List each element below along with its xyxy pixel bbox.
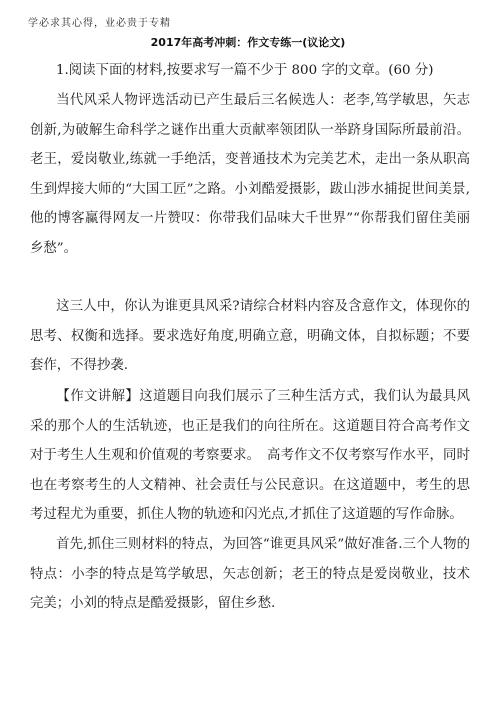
- header-motto: 学必求其心得，业必贵于专精: [28, 18, 171, 29]
- page-title: 2017年高考冲刺：作文专练一(议论文): [150, 36, 346, 49]
- paragraph-text: 【作文讲解】这道题目向我们展示了三种生活方式，我们认为最具风采的那个人的生活轨迹，也正是我们的向往所在。这道题目符合高考作文对于考生人生观和价值观的考察要求。 高考作文不仅考察写作水平，同时也在考察考生的人文精神、社会责任与公民意识。在这道题中，考生的思考过程尤为重要，抓住人物的轨迹和闪光点,才抓住了这道题的写作命脉。: [30, 389, 470, 522]
- paragraph-text: 这三人中，你认为谁更具风采?请综合材料内容及含意作文，体现你的思考、权衡和选择。要求选好角度,明确立意，明确文体，自拟标题；不要套作，不得抄袭.: [30, 299, 470, 373]
- analysis-paragraph: [30, 530, 470, 619]
- instruction-paragraph: [30, 292, 470, 381]
- explanation-paragraph: [30, 382, 470, 530]
- material-paragraph: [30, 86, 470, 263]
- paragraph-text: 1.阅读下面的材料,按要求写一篇不少于 800 字的文章。(60 分): [56, 63, 434, 78]
- paragraph-text: 首先,抓住三则材料的特点，为回答“谁更具风采”做好准备.三个人物的特点：小李的特点是笃学敏思，矢志创新；老王的特点是爱岗敬业，技术完美；小刘的特点是酷爱摄影，留住乡愁.: [30, 537, 470, 611]
- question-paragraph: [30, 56, 470, 86]
- paragraph-text: 当代风采人物评选活动已产生最后三名候选人：老李,笃学敏思，矢志创新,为破解生命科学之谜作出重大贡献率领团队一举跻身国际所最前沿。老王，爱岗敬业,练就一手绝活，变普通技术为完美艺术，走出一条从职高生到焊接大师的“大国工匠”之路。小刘酷爱摄影，跋山涉水捕捉世间美景,他的博客赢得网友一片赞叹：你带我们品味大千世界”“你帮我们留住美丽乡愁”。: [30, 93, 470, 256]
